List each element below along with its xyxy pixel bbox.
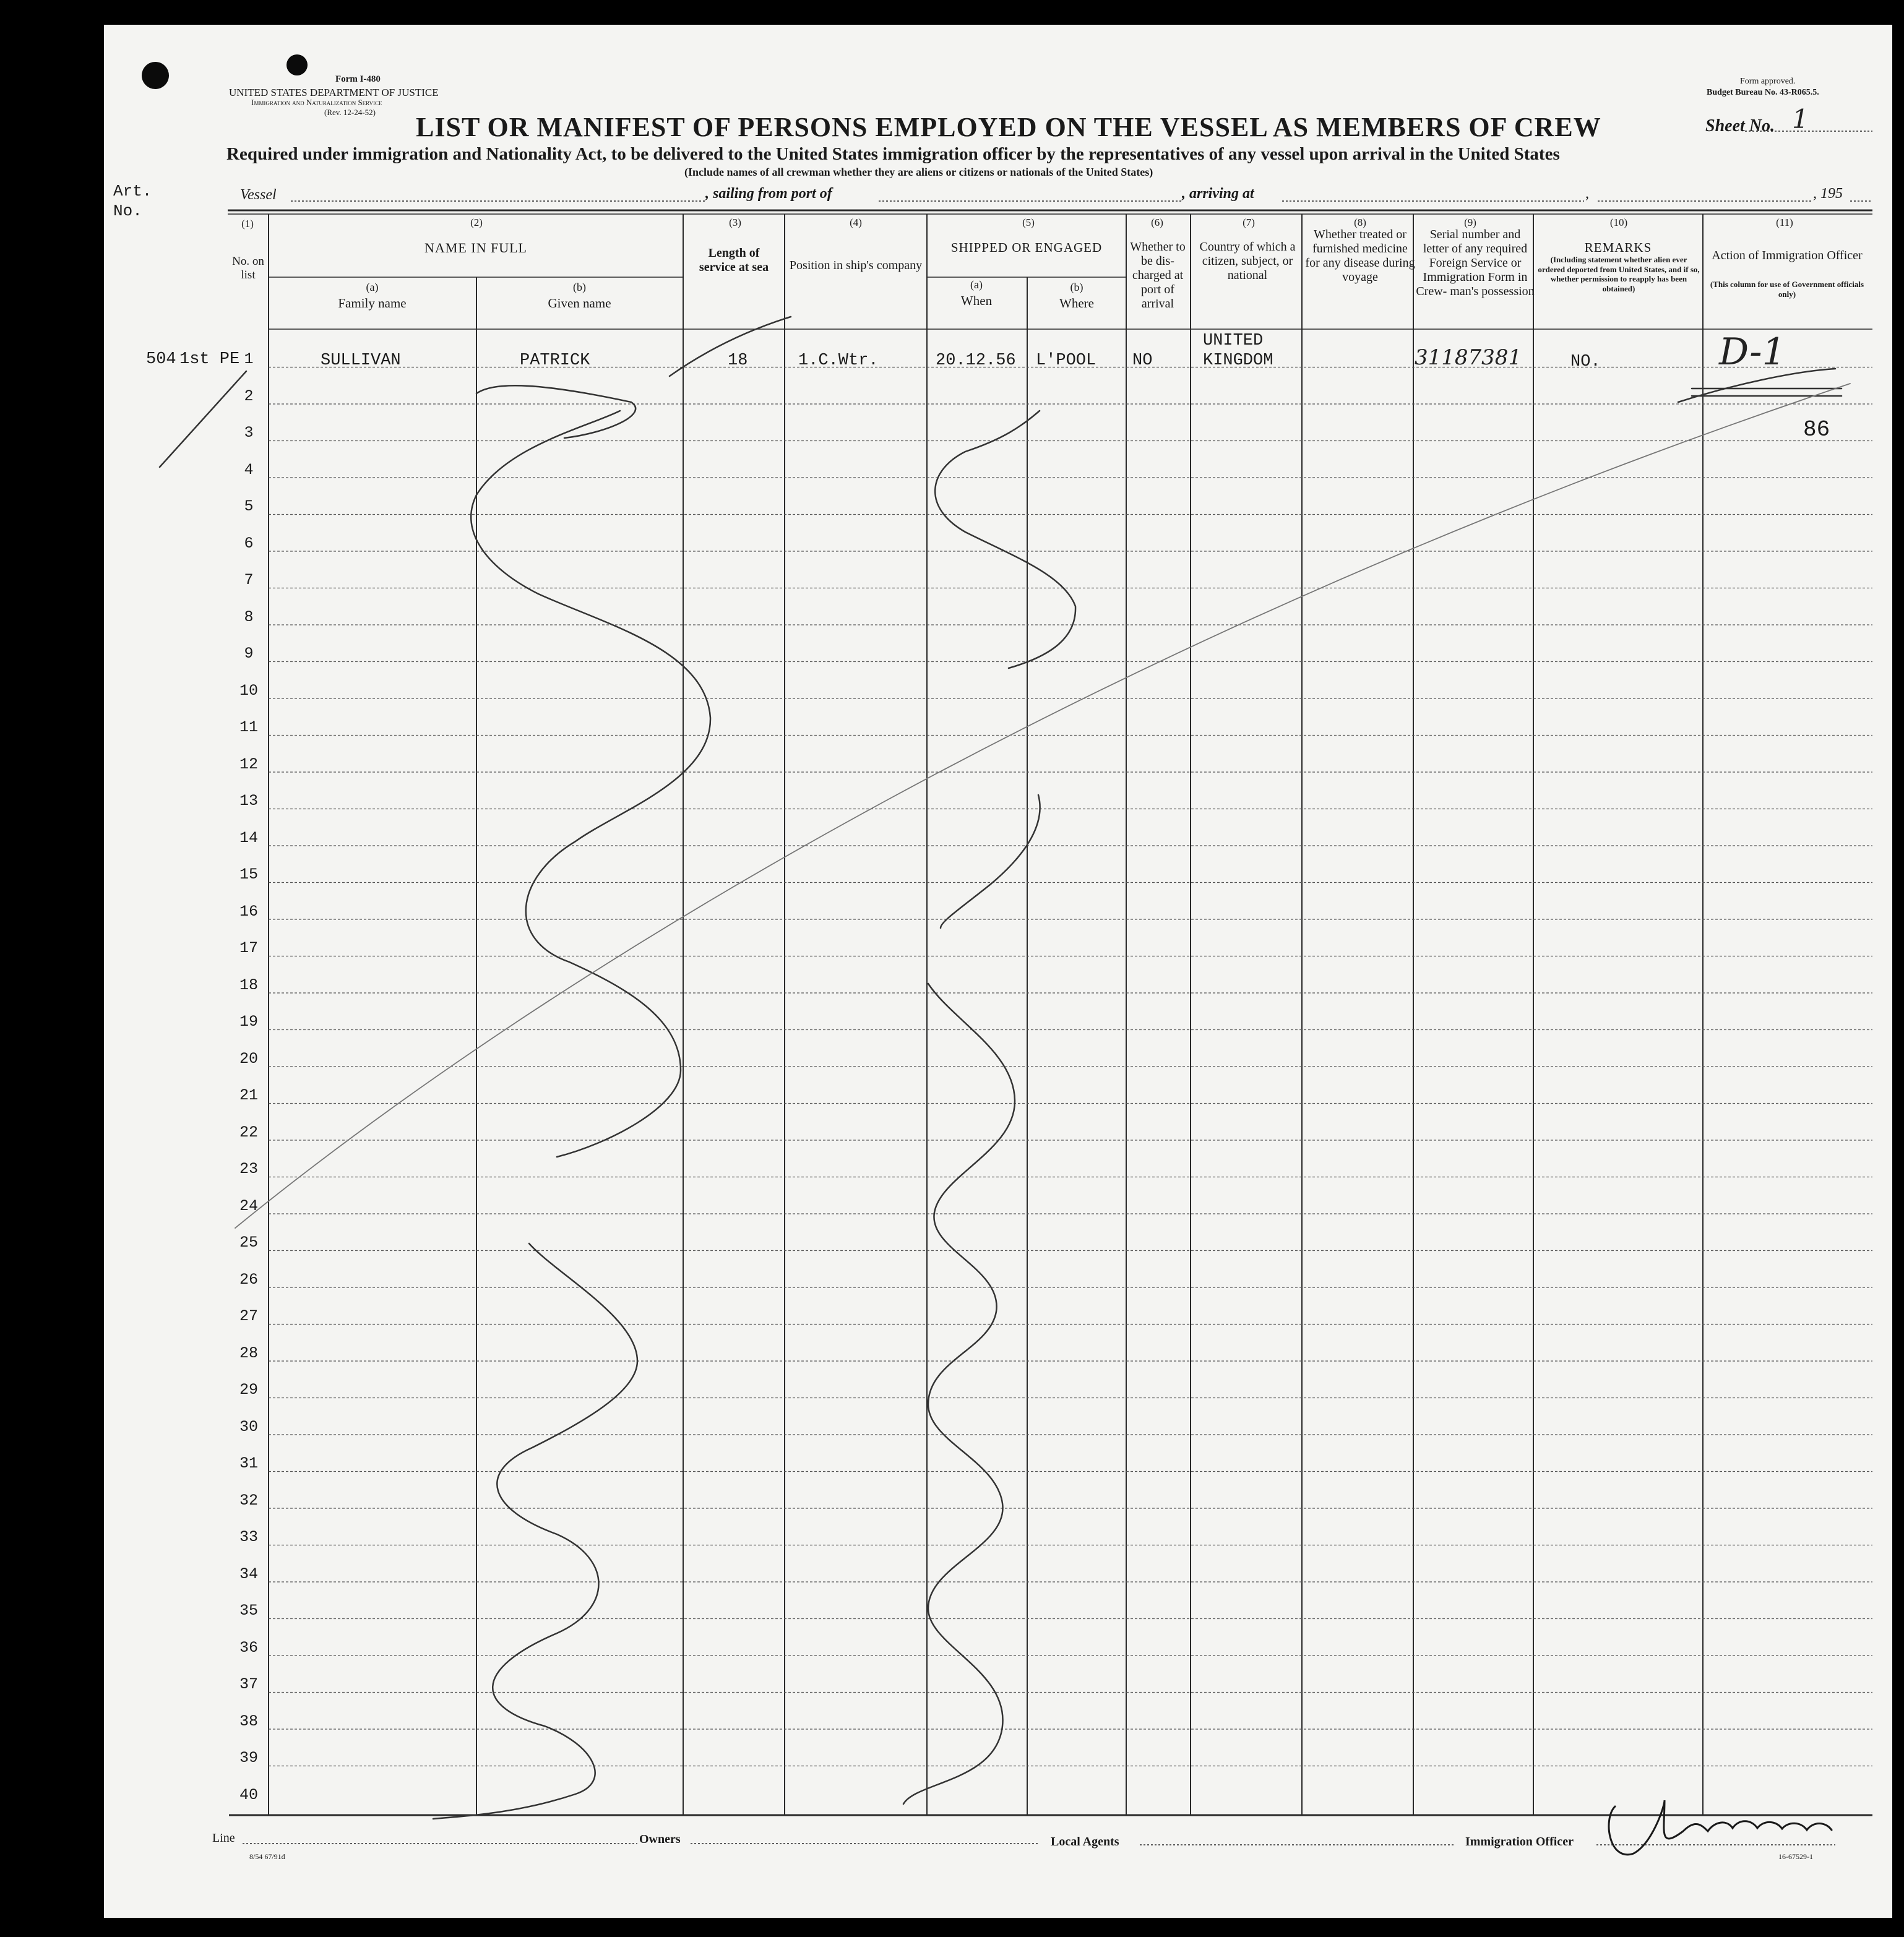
given-name-value: PATRICK	[520, 351, 590, 370]
row-number: 32	[239, 1491, 258, 1510]
row-number: 10	[239, 681, 258, 700]
row-number: 39	[239, 1749, 258, 1767]
local-agents-label: Local Agents	[1051, 1835, 1119, 1849]
col9-number: (9)	[1464, 217, 1476, 228]
discharged-value: NO	[1132, 351, 1153, 370]
col2b-number: (b)	[573, 281, 586, 293]
col10-header: REMARKS	[1584, 240, 1652, 255]
col5b-number: (b)	[1070, 281, 1083, 293]
remarks-value: NO.	[1570, 353, 1601, 371]
col8-number: (8)	[1354, 217, 1366, 228]
country-line2: KINGDOM	[1203, 351, 1273, 370]
row-number: 38	[239, 1712, 258, 1730]
vessel-label: Vessel	[240, 187, 277, 203]
arriving-label: , arriving at	[1182, 186, 1254, 202]
row-number: 40	[239, 1785, 258, 1804]
sheet-label: Sheet No.	[1705, 116, 1775, 135]
row-number: 22	[239, 1123, 258, 1141]
country-line1: UNITED	[1203, 332, 1264, 350]
row-number: 16	[239, 902, 258, 921]
col5a-number: (a)	[970, 278, 983, 291]
date-comma: ,	[1585, 186, 1589, 202]
budget-number: Budget Bureau No. 43-R065.5.	[1707, 88, 1819, 97]
col7-number: (7)	[1243, 217, 1255, 228]
row-number: 2	[244, 387, 254, 405]
action-number: 86	[1803, 417, 1830, 442]
row-number: 12	[239, 755, 258, 773]
col5a-header: When	[960, 293, 993, 308]
row-number: 28	[239, 1344, 258, 1362]
row-number: 20	[239, 1049, 258, 1068]
row-number: 13	[239, 792, 258, 810]
row-number: 31	[239, 1454, 258, 1472]
col3-header: Length of service at sea	[699, 246, 769, 274]
owners-label: Owners	[639, 1832, 681, 1846]
service: Immigration and Naturalization Service	[251, 98, 382, 107]
row-number: 4	[244, 460, 254, 479]
col4-header: Position in ship's company	[789, 259, 923, 272]
row-number: 19	[239, 1013, 258, 1031]
col9-header: Serial number and letter of any required Foreign Service or Immigration Form in Crew- man's possession	[1416, 228, 1535, 298]
row-number: 30	[239, 1417, 258, 1436]
immigration-officer-label: Immigration Officer	[1465, 1835, 1574, 1849]
col8-header: Whether treated or furnished medicine for any disease during voyage	[1305, 228, 1415, 284]
row-number: 35	[239, 1602, 258, 1620]
family-name-value: SULLIVAN	[321, 351, 401, 370]
col1-number: (1)	[241, 218, 254, 230]
col5-header: SHIPPED OR ENGAGED	[950, 240, 1103, 255]
row-number: 21	[239, 1086, 258, 1104]
col3-number: (3)	[729, 217, 741, 228]
no-label: No.	[113, 202, 142, 220]
row-number: 14	[239, 828, 258, 847]
col10-note: (Including statement whether alien ever ordered deported from United States, and if so, whether permission to reapply has been obtained)	[1538, 255, 1700, 293]
row-number: 15	[239, 865, 258, 883]
revision: (Rev. 12-24-52)	[324, 108, 376, 117]
length-service-value: 18	[728, 351, 748, 370]
shipped-when-value: 20.12.56	[936, 351, 1016, 370]
col2a-header: Family name	[338, 296, 407, 311]
shipped-where-value: L'POOL	[1036, 351, 1096, 370]
col11-note: (This column for use of Government officials only)	[1710, 280, 1864, 299]
serial-value: 31187381	[1415, 345, 1522, 370]
row-number: 8	[244, 608, 254, 626]
row-number: 1	[244, 350, 254, 368]
crew-note: (Include names of all crewman whether they are aliens or citizens or nationals of the United States)	[684, 166, 1153, 178]
page-title: LIST OR MANIFEST OF PERSONS EMPLOYED ON THE VESSEL AS MEMBERS OF CREW	[416, 112, 1601, 142]
row-number: 7	[244, 571, 254, 589]
row-number: 26	[239, 1270, 258, 1289]
col10-number: (10)	[1609, 217, 1628, 228]
position-value: 1.C.Wtr.	[798, 351, 879, 370]
row-number: 36	[239, 1638, 258, 1657]
row-number: 33	[239, 1528, 258, 1546]
form-number: Form I-480	[335, 74, 381, 84]
officer-signature	[1609, 1800, 1832, 1855]
year-label: , 195	[1813, 186, 1843, 202]
line-label: Line	[212, 1831, 235, 1845]
col5b-header: Where	[1059, 296, 1094, 311]
col5-number: (5)	[1022, 217, 1035, 228]
col11-number: (11)	[1776, 217, 1793, 228]
pencil-strokes	[160, 317, 1850, 1819]
col6-header: Whether to be dis- charged at port of arrival	[1130, 240, 1186, 311]
rating-value: 1st PE	[179, 350, 240, 369]
col2b-header: Given name	[548, 296, 611, 311]
row-number: 11	[239, 718, 258, 736]
action-value: D-1	[1719, 330, 1786, 374]
row-number: 23	[239, 1160, 258, 1178]
row-number: 24	[239, 1196, 258, 1215]
art-label: Art.	[113, 182, 152, 200]
col4-number: (4)	[850, 217, 862, 228]
col7-header: Country of which a citizen, subject, or national	[1199, 240, 1296, 282]
row-number: 17	[239, 939, 258, 957]
row-number: 3	[244, 424, 254, 442]
col2a-number: (a)	[366, 281, 379, 293]
print-code-right: 16-67529-1	[1778, 1852, 1813, 1861]
col2-header: NAME IN FULL	[424, 240, 527, 256]
row-number: 25	[239, 1234, 258, 1252]
col1-header: No. on list	[232, 255, 264, 281]
col6-number: (6)	[1151, 217, 1163, 228]
art-number-value: 504	[146, 350, 176, 369]
row-number: 9	[244, 645, 254, 663]
row-number: 6	[244, 534, 254, 552]
department: UNITED STATES DEPARTMENT OF JUSTICE	[229, 87, 439, 98]
sailing-label: , sailing from port of	[705, 186, 832, 202]
row-number: 27	[239, 1307, 258, 1325]
row-number: 37	[239, 1675, 258, 1693]
sheet-number: 1	[1792, 104, 1809, 134]
col2-number: (2)	[470, 217, 483, 228]
row-number: 5	[244, 497, 254, 515]
approval-note: Form approved.	[1740, 77, 1796, 86]
subtitle: Required under immigration and Nationality Act, to be delivered to the United States immigration officer by the representatives of any vessel upon arrival in the United States	[226, 144, 1560, 164]
row-number: 29	[239, 1381, 258, 1399]
row-number: 18	[239, 976, 258, 994]
col11-header: Action of Immigration Officer	[1712, 249, 1863, 262]
row-number: 34	[239, 1565, 258, 1583]
print-code-left: 8/54 67/91d	[249, 1852, 285, 1861]
